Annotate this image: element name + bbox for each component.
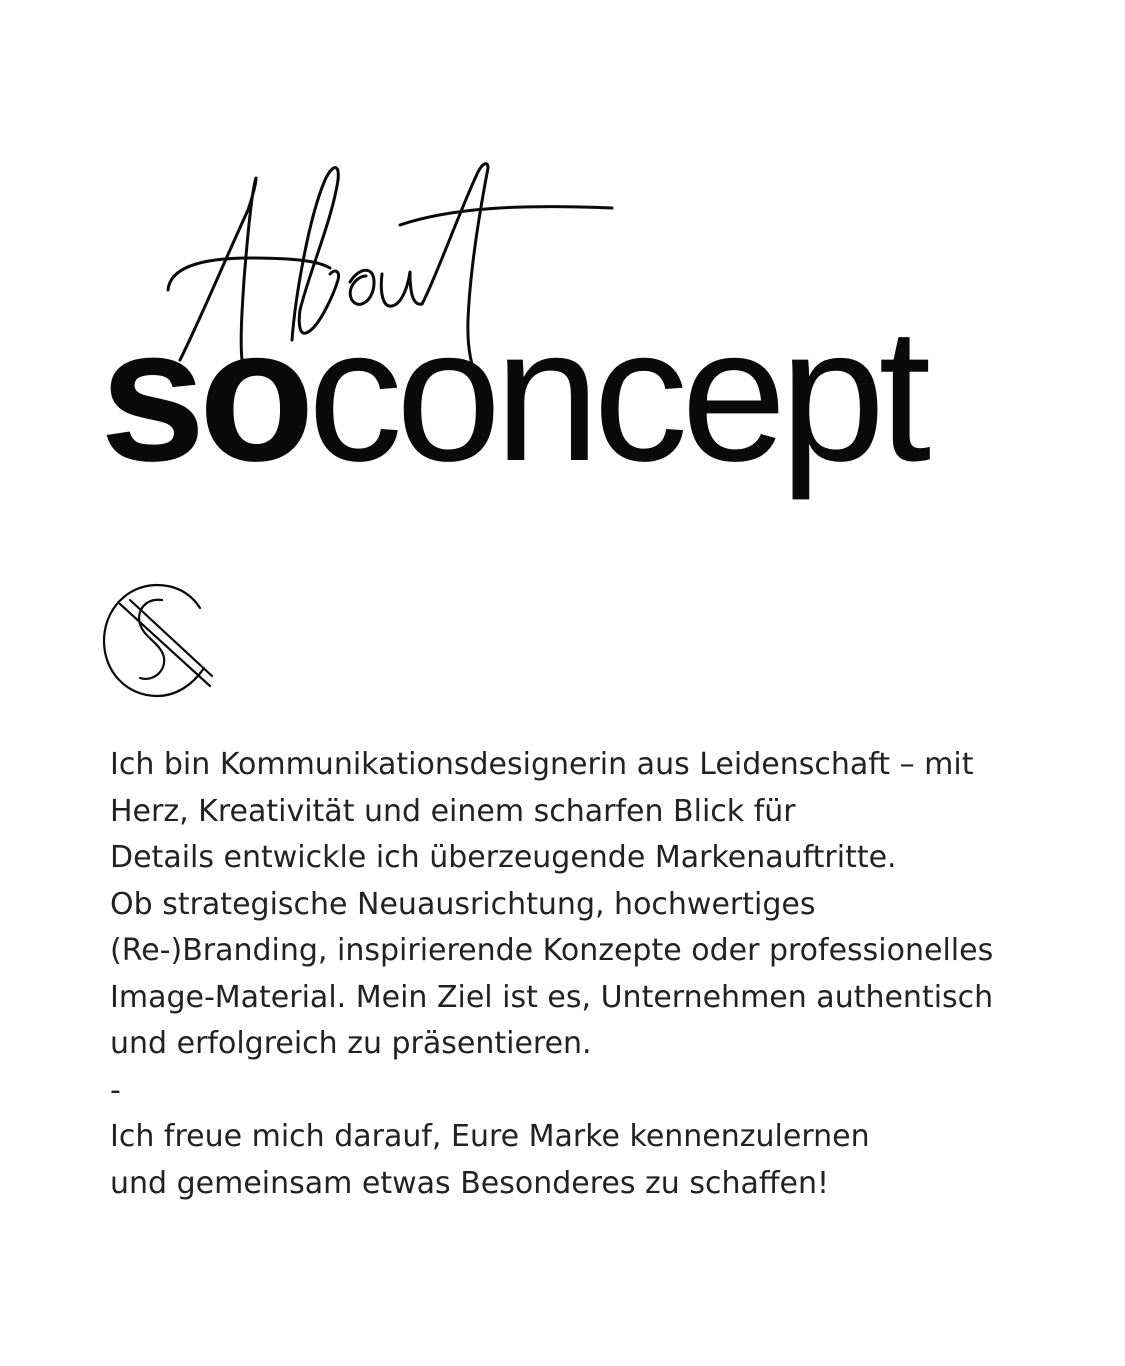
headline	[0, 0, 1125, 540]
about-script-lettering	[160, 150, 630, 380]
bio-line: Ob strategische Neuausrichtung, hochwertiges	[110, 886, 816, 922]
bio-line: und erfolgreich zu präsentieren.	[110, 1026, 592, 1061]
brand-name-bold: so	[100, 289, 308, 501]
bio-line: Ich freue mich darauf, Eure Marke kennenzulernen	[110, 1119, 870, 1154]
bio-line: Image-Material. Mein Ziel ist es, Unternehmen authentisch	[110, 979, 994, 1015]
bio-line: und gemeinsam etwas Besonderes zu schaffen!	[110, 1165, 830, 1201]
bio-line: Details entwickle ich überzeugende Markenauftritte.	[110, 840, 897, 875]
sc-monogram-icon	[100, 582, 214, 700]
bio-line: Ich bin Kommunikationsdesignerin aus Leidenschaft – mit	[110, 747, 974, 782]
bio-line: (Re-)Branding, inspirierende Konzepte oder professionelles	[110, 933, 994, 968]
brand-name-light: concept	[307, 289, 925, 501]
bio-separator: -	[110, 1072, 121, 1108]
bio-text	[110, 742, 1070, 1207]
bio-line: Herz, Kreativität und einem scharfen Blick für	[110, 793, 796, 829]
